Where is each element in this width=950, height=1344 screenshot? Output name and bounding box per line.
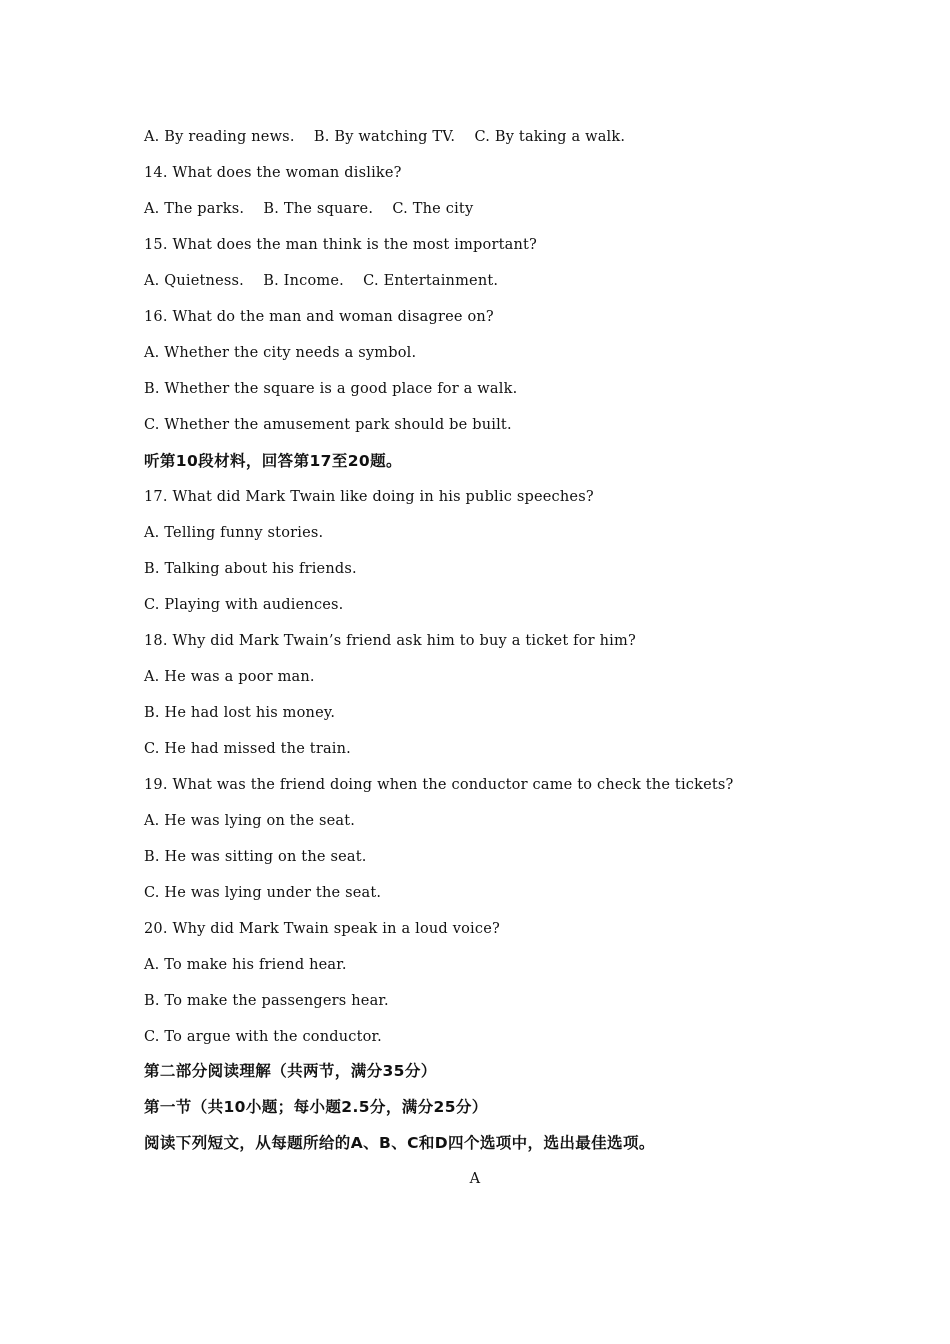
q17-option-a: A. Telling funny stories. [144, 525, 324, 541]
q17-option-c: C. Playing with audiences. [144, 597, 344, 613]
q17-question: 17. What did Mark Twain like doing in his public speeches? [144, 489, 594, 505]
q20-option-b: B. To make the passengers hear. [144, 993, 389, 1009]
section-one-heading: 第一节（共10小题；每小题2.5分，满分25分） [144, 1098, 488, 1116]
q16-question: 16. What do the man and woman disagree on? [144, 309, 494, 325]
section-instruction-material-10: 听第10段材料，回答第17至20题。 [144, 452, 402, 470]
q14-question: 14. What does the woman dislike? [144, 165, 402, 181]
q19-question: 19. What was the friend doing when the conductor came to check the tickets? [144, 777, 734, 793]
part-two-heading: 第二部分阅读理解（共两节，满分35分） [144, 1062, 437, 1080]
passage-a-label: A [469, 1171, 481, 1187]
q18-option-b: B. He had lost his money. [144, 705, 336, 721]
q14-options: A. The parks. B. The square. C. The city [144, 201, 474, 217]
q16-option-b: B. Whether the square is a good place for a walk. [144, 381, 518, 397]
q19-option-c: C. He was lying under the seat. [144, 885, 382, 901]
q18-option-a: A. He was a poor man. [144, 669, 315, 685]
q18-question: 18. Why did Mark Twain’s friend ask him to buy a ticket for him? [144, 633, 636, 649]
q20-option-a: A. To make his friend hear. [144, 957, 347, 973]
q20-option-c: C. To argue with the conductor. [144, 1029, 382, 1045]
q13-options: A. By reading news. B. By watching TV. C. By taking a walk. [144, 129, 626, 145]
q16-option-c: C. Whether the amusement park should be built. [144, 417, 512, 433]
q19-option-b: B. He was sitting on the seat. [144, 849, 367, 865]
q19-option-a: A. He was lying on the seat. [144, 813, 356, 829]
q17-option-b: B. Talking about his friends. [144, 561, 357, 577]
q20-question: 20. Why did Mark Twain speak in a loud voice? [144, 921, 500, 937]
reading-instruction: 阅读下列短文，从每题所给的A、B、C和D四个选项中，选出最佳选项。 [144, 1134, 655, 1152]
q18-option-c: C. He had missed the train. [144, 741, 351, 757]
q16-option-a: A. Whether the city needs a symbol. [144, 345, 417, 361]
q15-question: 15. What does the man think is the most important? [144, 237, 538, 253]
q15-options: A. Quietness. B. Income. C. Entertainment. [144, 273, 499, 289]
